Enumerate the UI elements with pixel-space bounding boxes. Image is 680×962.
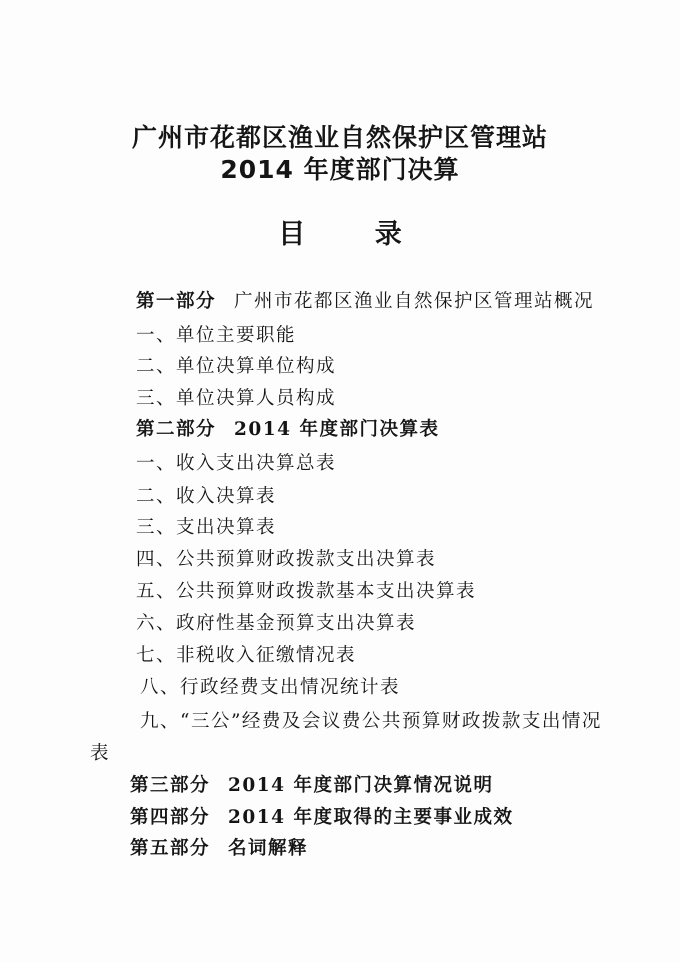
toc-heading: 目 录 (278, 219, 432, 250)
toc-part5-label: 第五部分 (130, 838, 211, 859)
toc-part2-text: 2014 年度部门决算表 (234, 419, 440, 440)
document-title-line2: 2014 年度部门决算 (220, 155, 460, 184)
toc-item: 八、行政经费支出情况统计表 (140, 677, 401, 698)
document-title-line1: 广州市花都区渔业自然保护区管理站 (131, 123, 548, 152)
toc-item: 一、收入支出决算总表 (136, 453, 337, 474)
toc-part3-label: 第三部分 (130, 775, 211, 796)
toc-item: 三、支出决算表 (136, 517, 277, 538)
toc-item: 二、单位决算单位构成 (136, 356, 337, 377)
toc-part5-text: 名词解释 (228, 838, 309, 859)
toc-part2 (136, 415, 439, 441)
toc-part1-label: 第一部分 (136, 291, 217, 312)
toc-part4-label: 第四部分 (130, 807, 211, 828)
toc-item: 二、收入决算表 (136, 486, 277, 507)
toc-part4 (130, 803, 513, 829)
toc-part1 (136, 287, 594, 313)
toc-item: 一、单位主要职能 (136, 325, 297, 346)
toc-part1-text: 广州市花都区渔业自然保护区管理站概况 (234, 291, 595, 312)
toc-part5 (130, 834, 308, 860)
toc-item: 九、“三公”经费及会议费公共预算财政拨款支出情况 (140, 711, 602, 732)
toc-part2-label: 第二部分 (136, 419, 217, 440)
toc-item: 五、公共预算财政拨款基本支出决算表 (136, 581, 477, 602)
toc-item: 六、政府性基金预算支出决算表 (136, 613, 417, 634)
toc-item-wrap: 表 (90, 743, 111, 764)
toc-part3 (130, 771, 493, 797)
toc-part4-text: 2014 年度取得的主要事业成效 (228, 807, 514, 828)
toc-item: 七、非税收入征缴情况表 (136, 645, 357, 666)
toc-item: 三、单位决算人员构成 (136, 388, 337, 409)
toc-part3-text: 2014 年度部门决算情况说明 (228, 775, 494, 796)
toc-item: 四、公共预算财政拨款支出决算表 (136, 549, 437, 570)
